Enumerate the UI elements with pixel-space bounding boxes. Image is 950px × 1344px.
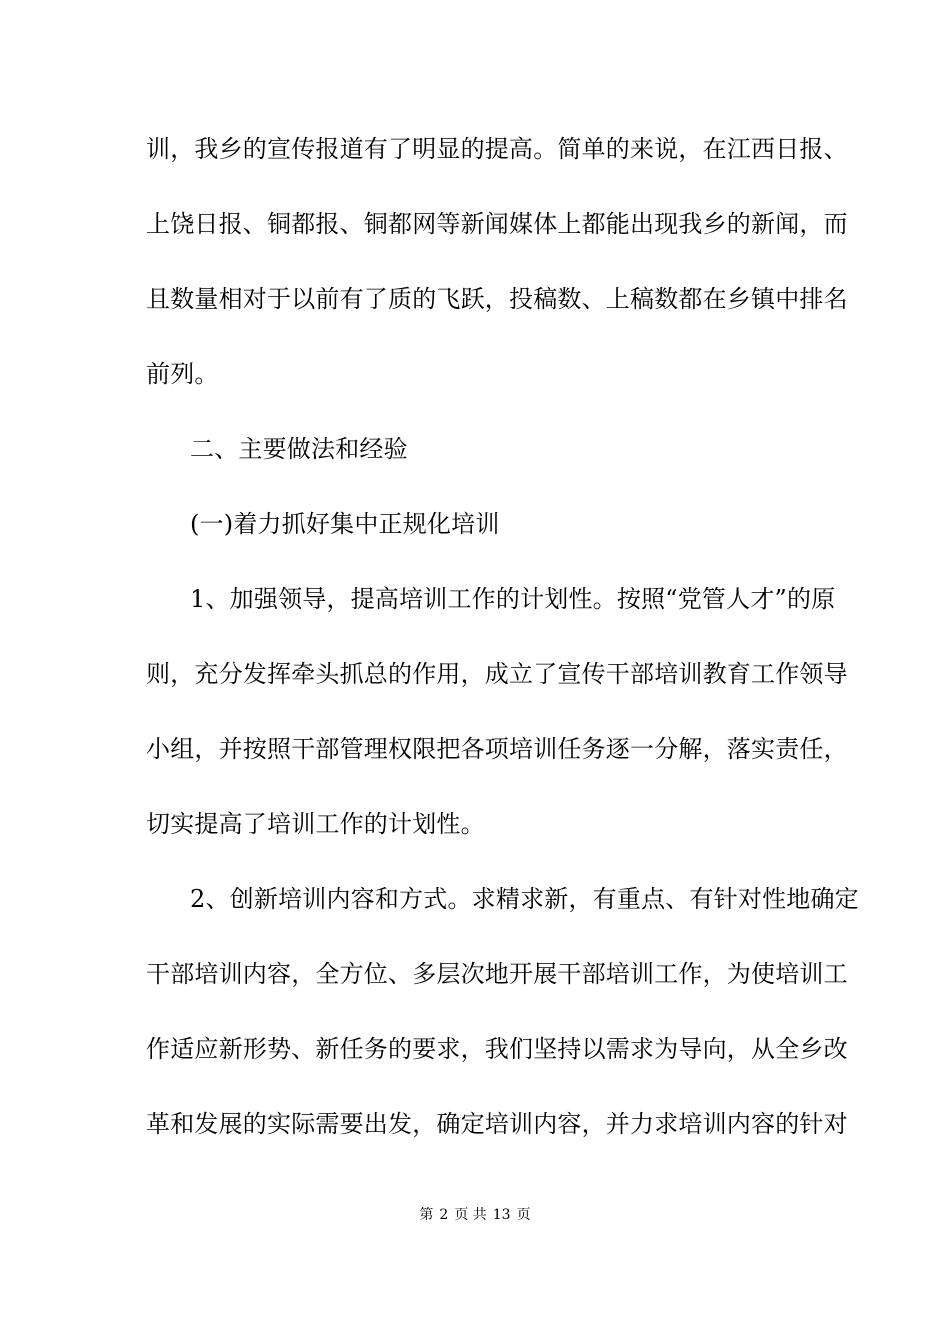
body-text-line: 作适应新形势、新任务的要求，我们坚持以需求为导向，从全乡改: [146, 1035, 848, 1063]
footer-middle: 页 共: [454, 1207, 487, 1223]
body-text-line: 切实提高了培训工作的计划性。: [146, 810, 485, 838]
body-text-line: 1、加强领导，提高培训工作的计划性。按照“党管人才”的原: [190, 585, 836, 613]
body-text-line: 2、创新培训内容和方式。求精求新，有重点、有针对性地确定: [190, 885, 859, 913]
page-footer: [0, 1206, 950, 1224]
body-text-line: 则，充分发挥牵头抓总的作用，成立了宣传干部培训教育工作领导: [146, 660, 848, 688]
footer-current-page: 2: [439, 1207, 449, 1223]
footer-suffix: 页: [516, 1207, 531, 1223]
footer-total-pages: 13: [492, 1207, 511, 1223]
body-text-line: 前列。: [146, 360, 219, 388]
body-text-line: 上饶日报、铜都报、铜都网等新闻媒体上都能出现我乡的新闻，而: [146, 210, 848, 238]
body-text-line: 革和发展的实际需要出发，确定培训内容，并力求培训内容的针对: [146, 1110, 848, 1138]
body-text-line: 小组，并按照干部管理权限把各项培训任务逐一分解，落实责任，: [146, 735, 848, 763]
body-text-line: 训，我乡的宣传报道有了明显的提高。简单的来说，在江西日报、: [146, 135, 848, 163]
section-heading: 二、主要做法和经验: [190, 435, 408, 463]
footer-prefix: 第: [419, 1207, 434, 1223]
body-text-line: 且数量相对于以前有了质的飞跃，投稿数、上稿数都在乡镇中排名: [146, 285, 848, 313]
body-text-line: 干部培训内容，全方位、多层次地开展干部培训工作，为使培训工: [146, 960, 848, 988]
subsection-heading: (一)着力抓好集中正规化培训: [190, 510, 500, 538]
